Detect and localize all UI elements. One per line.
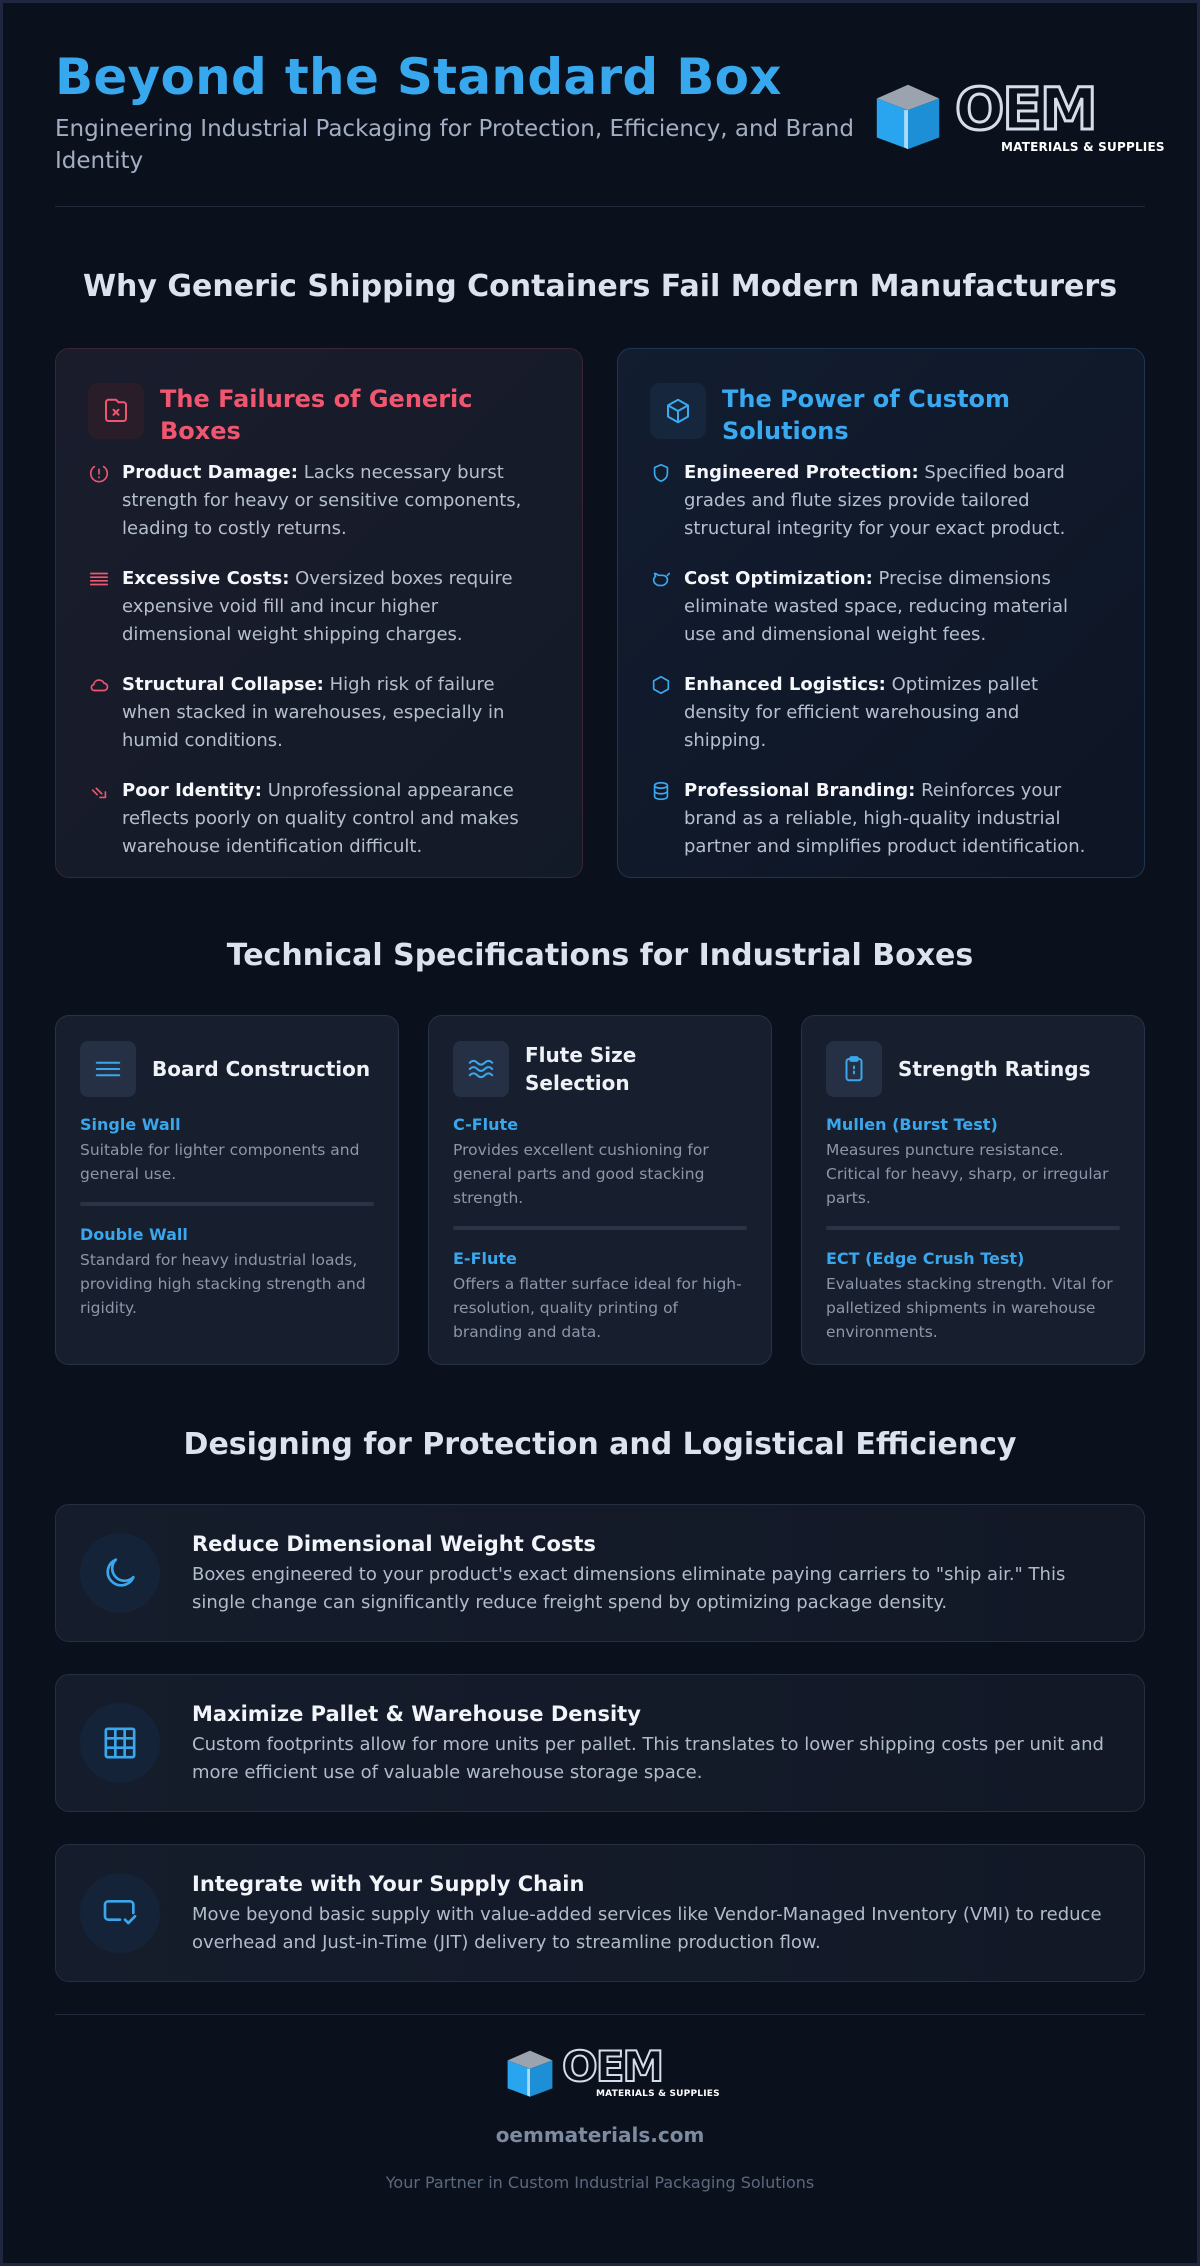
feature-desc: Custom footprints allow for more units per pallet. This translates to lower shipping costs per unit and more efficient use of valuable warehouse storage space. [192, 1734, 1104, 1783]
spec-card-body [80, 1114, 374, 1320]
spec-card-header [826, 1040, 1120, 1098]
feature-row-pallet-density [55, 1674, 1145, 1812]
spec-card-title: Flute Size Selection [525, 1043, 637, 1095]
page-subtitle: Engineering Industrial Packaging for Protection, Efficiency, and Brand Identity [55, 116, 854, 174]
clipboard-icon [826, 1041, 882, 1097]
spec-entry-desc: Offers a flatter surface ideal for high-resolution, quality printing of branding and data. [453, 1275, 742, 1341]
custom-solutions-list [650, 459, 1114, 861]
feature-desc: Move beyond basic supply with value-added services like Vendor-Managed Inventory (VMI) to reduce overhead and Just-in-Time (JIT) delivery to streamline production flow. [192, 1904, 1102, 1953]
page-header [55, 3, 1165, 207]
failure-text [122, 459, 532, 543]
feature-title: Maximize Pallet & Warehouse Density [192, 1702, 641, 1726]
hexagon-icon [650, 674, 672, 696]
custom-solutions-card-header [650, 383, 1114, 447]
piggy-bank-icon [650, 568, 672, 590]
spec-card-body [826, 1114, 1120, 1344]
section-title-why-generic-fail: Why Generic Shipping Containers Fail Modern Manufacturers [82, 269, 1118, 304]
failure-label: Product Damage: [122, 462, 298, 483]
logo-tagline: MATERIALS & SUPPLIES [596, 2089, 720, 2099]
feature-text [192, 1699, 1122, 1787]
spec-card-strength-ratings [801, 1015, 1145, 1365]
page-title: Beyond the Standard Box [55, 48, 782, 106]
spec-card-header [80, 1040, 374, 1098]
failure-text [122, 777, 532, 861]
file-x-icon [88, 383, 144, 439]
failures-card-header [88, 383, 552, 447]
spec-entry-desc: Standard for heavy industrial loads, providing high stacking strength and rigidity. [80, 1251, 366, 1317]
database-icon [650, 780, 672, 802]
footer-tagline: Your Partner in Custom Industrial Packaging Solutions [385, 2173, 815, 2192]
feature-text [192, 1529, 1122, 1617]
feature-desc: Boxes engineered to your product's exact dimensions eliminate paying carriers to "ship air." This single change can significantly reduce freight spend by optimizing package density. [192, 1564, 1066, 1613]
solution-text [684, 565, 1094, 649]
feature-title: Reduce Dimensional Weight Costs [192, 1532, 596, 1556]
list-item [650, 565, 1114, 649]
spec-entry-name: Double Wall [80, 1225, 188, 1244]
failure-label: Poor Identity: [122, 780, 262, 801]
list-item [88, 777, 552, 861]
failure-desc: Lacks necessary burst strength for heavy or sensitive components, leading to costly returns. [122, 462, 522, 539]
moon-icon [80, 1533, 160, 1613]
divider [80, 1202, 374, 1206]
footer-logo [502, 2042, 720, 2101]
feature-text [192, 1869, 1122, 1957]
header-text [55, 47, 855, 177]
feature-row-dimensional-weight [55, 1504, 1145, 1642]
spec-entry-desc: Evaluates stacking strength. Vital for palletized shipments in warehouse environments. [826, 1275, 1113, 1341]
logo-tagline: MATERIALS & SUPPLIES [1001, 140, 1165, 154]
spec-entry-name: E-Flute [453, 1249, 517, 1268]
spec-card-flute-size [428, 1015, 772, 1365]
spec-cards [55, 1015, 1145, 1365]
cube-logo-icon [869, 77, 947, 155]
list-item [88, 459, 552, 543]
delivery-check-icon [80, 1873, 160, 1953]
custom-solutions-card-title: The Power of Custom Solutions [722, 385, 1011, 445]
feature-title: Integrate with Your Supply Chain [192, 1872, 585, 1896]
solution-text [684, 671, 1094, 755]
failure-desc: Unprofessional appearance reflects poorly on quality control and makes warehouse identification difficult. [122, 780, 519, 857]
list-item [650, 671, 1114, 755]
list-item [650, 459, 1114, 543]
comparison-cards [55, 348, 1145, 878]
brand-logo [869, 75, 1165, 155]
cube-logo-icon [502, 2045, 558, 2101]
divider [826, 1226, 1120, 1230]
failures-list [88, 459, 552, 861]
feature-list [55, 1504, 1145, 1982]
solution-label: Engineered Protection: [684, 462, 919, 483]
failure-text [122, 671, 532, 755]
solution-label: Professional Branding: [684, 780, 916, 801]
solution-label: Enhanced Logistics: [684, 674, 886, 695]
solution-desc: Specified board grades and flute sizes provide tailored structural integrity for your exact product. [684, 462, 1066, 539]
cloud-icon [88, 674, 110, 696]
spec-card-header [453, 1040, 747, 1098]
spec-card-board-construction [55, 1015, 399, 1365]
section-title-designing-for-protection: Designing for Protection and Logistical Efficiency [183, 1427, 1017, 1462]
waves-icon [453, 1041, 509, 1097]
list-item [650, 777, 1114, 861]
spec-card-title: Strength Ratings [898, 1057, 1091, 1081]
failures-card [55, 348, 583, 878]
grid-icon [80, 1703, 160, 1783]
broken-arrow-icon [88, 780, 110, 802]
spec-entry-name: Single Wall [80, 1115, 181, 1134]
feature-row-supply-chain [55, 1844, 1145, 1982]
solution-text [684, 777, 1094, 861]
failure-label: Structural Collapse: [122, 674, 324, 695]
failures-card-title: The Failures of Generic Boxes [160, 385, 473, 445]
logo-wordmark [562, 2042, 720, 2099]
failure-label: Excessive Costs: [122, 568, 290, 589]
logo-wordmark [955, 75, 1165, 154]
spec-entry-desc: Suitable for lighter components and general use. [80, 1141, 360, 1183]
solution-desc: Precise dimensions eliminate wasted space, reducing material use and dimensional weight fees. [684, 568, 1069, 645]
logo-oem-text: OEM [562, 2042, 663, 2091]
divider [453, 1226, 747, 1230]
failure-desc: High risk of failure when stacked in warehouses, especially in humid conditions. [122, 674, 505, 751]
cube-icon [650, 383, 706, 439]
spec-entry-name: C-Flute [453, 1115, 519, 1134]
solution-desc: Optimizes pallet density for efficient warehousing and shipping. [684, 674, 1039, 751]
section-title-technical-specs: Technical Specifications for Industrial Boxes [226, 938, 974, 973]
list-item [88, 565, 552, 649]
spec-card-body [453, 1114, 747, 1344]
spec-entry-desc: Provides excellent cushioning for general parts and good stacking strength. [453, 1141, 709, 1207]
list-item [88, 671, 552, 755]
stack-lines-icon [88, 568, 110, 590]
page-footer [55, 2014, 1145, 2192]
layers-lines-icon [80, 1041, 136, 1097]
spec-card-title: Board Construction [152, 1057, 371, 1081]
solution-text [684, 459, 1094, 543]
solution-desc: Reinforces your brand as a reliable, high-quality industrial partner and simplifies product identification. [684, 780, 1086, 857]
shield-icon [650, 462, 672, 484]
custom-solutions-card [617, 348, 1145, 878]
footer-website-link[interactable]: oemmaterials.com [495, 2123, 705, 2147]
failure-text [122, 565, 532, 649]
spec-entry-desc: Measures puncture resistance. Critical for heavy, sharp, or irregular parts. [826, 1141, 1109, 1207]
solution-label: Cost Optimization: [684, 568, 873, 589]
spec-entry-name: ECT (Edge Crush Test) [826, 1249, 1025, 1268]
failure-desc: Oversized boxes require expensive void fill and incur higher dimensional weight shipping charges. [122, 568, 513, 645]
logo-oem-text: OEM [955, 75, 1096, 143]
spec-entry-name: Mullen (Burst Test) [826, 1115, 998, 1134]
alert-circle-icon [88, 462, 110, 484]
